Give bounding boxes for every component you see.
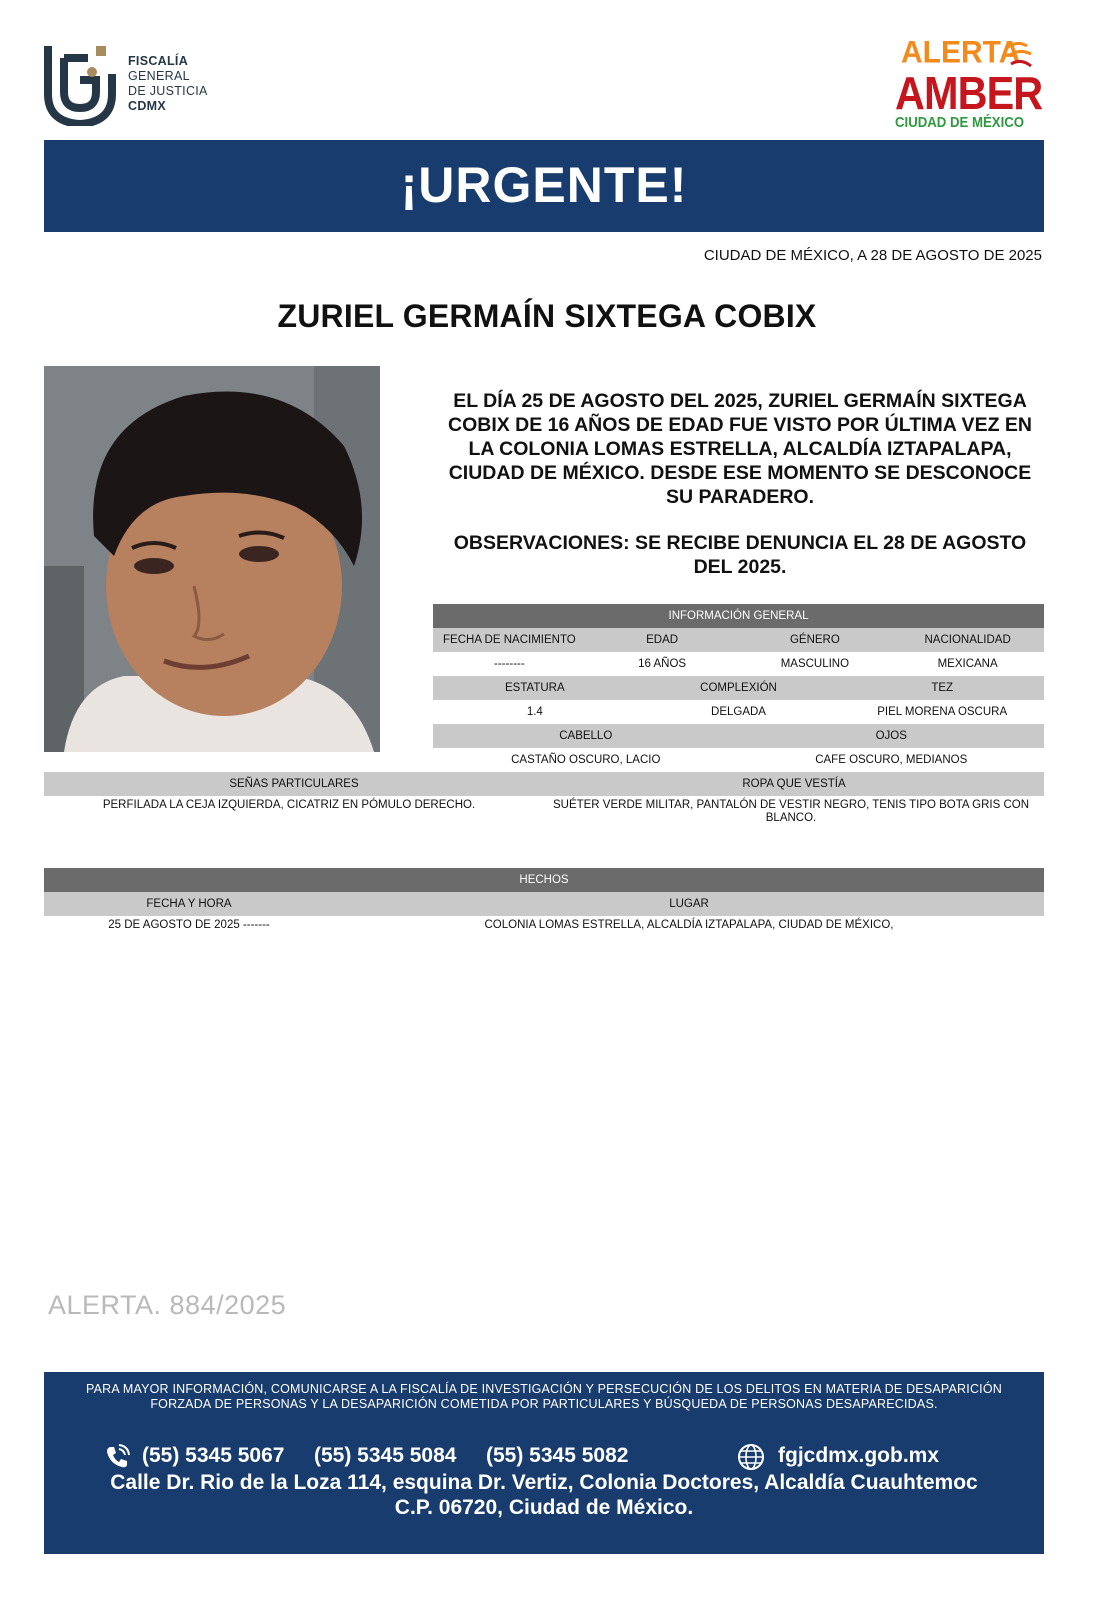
address [44, 1470, 1044, 1520]
header-hair: CABELLO [559, 730, 613, 742]
agency-line-2: GENERAL [128, 69, 190, 83]
value-hair: CASTAÑO OSCURO, LACIO [511, 754, 661, 766]
person-photo [44, 366, 380, 752]
contact-row [44, 1442, 1044, 1470]
value-eyes: CAFE OSCURO, MEDIANOS [815, 754, 968, 766]
facts-title: HECHOS [519, 874, 569, 886]
website-link[interactable]: fgjcdmx.gob.mx [778, 1444, 940, 1467]
urgent-banner [44, 140, 1044, 232]
table-row [44, 796, 1044, 825]
footer [44, 1372, 1044, 1554]
footer-info: PARA MAYOR INFORMACIÓN, COMUNICARSE A LA FISCALÍA DE INVESTIGACIÓN Y PERSECUCIÓN DE LOS DELITOS EN MATERIA DE DESAPARICIÓN FORZADA DE PERSONAS Y LA DESAPARICIÓN COMETIDA POR PARTICULARES Y BÚSQUEDA DE PERSONAS DESAPARECIDAS. [85, 1382, 1003, 1411]
header-nationality: NACIONALIDAD [924, 634, 1011, 646]
header-datetime: FECHA Y HORA [146, 898, 232, 910]
header-clothing: ROPA QUE VESTÍA [742, 778, 846, 790]
header-place: LUGAR [669, 898, 709, 910]
address-line-2: C.P. 06720, Ciudad de México. [394, 1496, 694, 1519]
value-height: 1.4 [526, 706, 543, 718]
general-info-title-row [433, 604, 1044, 628]
table-header-row [433, 676, 1044, 700]
table-header-row [433, 628, 1044, 652]
fgj-logo [44, 44, 116, 126]
value-age: 16 AÑOS [638, 658, 687, 670]
header-age: EDAD [646, 634, 679, 646]
header-birthdate: FECHA DE NACIMIENTO [443, 634, 576, 646]
phone-number-2[interactable]: (55) 5345 5084 [314, 1444, 457, 1467]
value-birthdate: -------- [494, 658, 525, 670]
urgent-title: ¡URGENTE! [400, 157, 688, 213]
amber-waves-icon [1003, 36, 1033, 76]
table-row [44, 916, 1044, 934]
header-complexion: TEZ [931, 682, 954, 694]
phone-number-1[interactable]: (55) 5345 5067 [142, 1444, 285, 1467]
date-line: CIUDAD DE MÉXICO, A 28 DE AGOSTO DE 2025 [703, 247, 1042, 264]
agency-line-1: FISCALÍA [128, 54, 189, 68]
header-height: ESTATURA [505, 682, 565, 694]
value-datetime: 25 DE AGOSTO DE 2025 ------- [108, 919, 270, 931]
amber-line-2: AMBER [895, 67, 1043, 119]
table-row [433, 700, 1044, 724]
amber-line-3: CIUDAD DE MÉXICO [895, 114, 1025, 131]
alert-code: ALERTA. 884/2025 [48, 1290, 287, 1320]
general-info-title: INFORMACIÓN GENERAL [668, 610, 809, 622]
phone-number-3[interactable]: (55) 5345 5082 [486, 1444, 629, 1467]
amber-line-1: ALERTA [901, 35, 1021, 70]
general-info-table [433, 604, 1044, 772]
agency-line-3: DE JUSTICIA [128, 84, 208, 98]
agency-line-4: CDMX [128, 99, 167, 113]
agency-name [128, 54, 208, 114]
table-header-row [44, 772, 1044, 796]
observations-text: OBSERVACIONES: SE RECIBE DENUNCIA EL 28 DE AGOSTO DEL 2025. [453, 532, 1027, 578]
value-complexion: PIEL MORENA OSCURA [877, 706, 1008, 718]
marks-clothing-table [44, 772, 1044, 825]
value-build: DELGADA [711, 706, 766, 718]
table-header-row [44, 892, 1044, 916]
header-eyes: OJOS [875, 730, 907, 742]
value-place: COLONIA LOMAS ESTRELLA, ALCALDÍA IZTAPALAPA, CIUDAD DE MÉXICO, [484, 919, 894, 931]
amber-alert-logo [895, 35, 1043, 132]
header-build: COMPLEXIÓN [700, 682, 777, 694]
facts-table [44, 868, 1044, 934]
header-marks: SEÑAS PARTICULARES [229, 778, 359, 790]
header-gender: GÉNERO [789, 634, 840, 646]
value-nationality: MEXICANA [937, 658, 998, 670]
value-clothing: SUÉTER VERDE MILITAR, PANTALÓN DE VESTIR NEGRO, TENIS TIPO BOTA GRIS CON BLANCO. [552, 799, 1030, 824]
value-gender: MASCULINO [780, 658, 850, 670]
facts-title-row [44, 868, 1044, 892]
table-header-row [433, 724, 1044, 748]
address-line-1: Calle Dr. Rio de la Loza 114, esquina Dr. Vertiz, Colonia Doctores, Alcaldía Cuauhtemoc [110, 1471, 978, 1494]
value-marks: PERFILADA LA CEJA IZQUIERDA, CICATRIZ EN PÓMULO DERECHO. [102, 799, 476, 811]
table-row [433, 652, 1044, 676]
person-name: ZURIEL GERMAÍN SIXTEGA COBIX [277, 298, 817, 334]
table-row [433, 748, 1044, 772]
narrative-text: EL DÍA 25 DE AGOSTO DEL 2025, ZURIEL GERMAÍN SIXTEGA COBIX DE 16 AÑOS DE EDAD FUE VISTO POR ÚLTIMA VEZ EN LA COLONIA LOMAS ESTRELLA, ALCALDÍA IZTAPALAPA, CIUDAD DE MÉXICO. DESDE ESE MOMENTO SE DESCONOCE SU PARADERO. [448, 390, 1032, 508]
